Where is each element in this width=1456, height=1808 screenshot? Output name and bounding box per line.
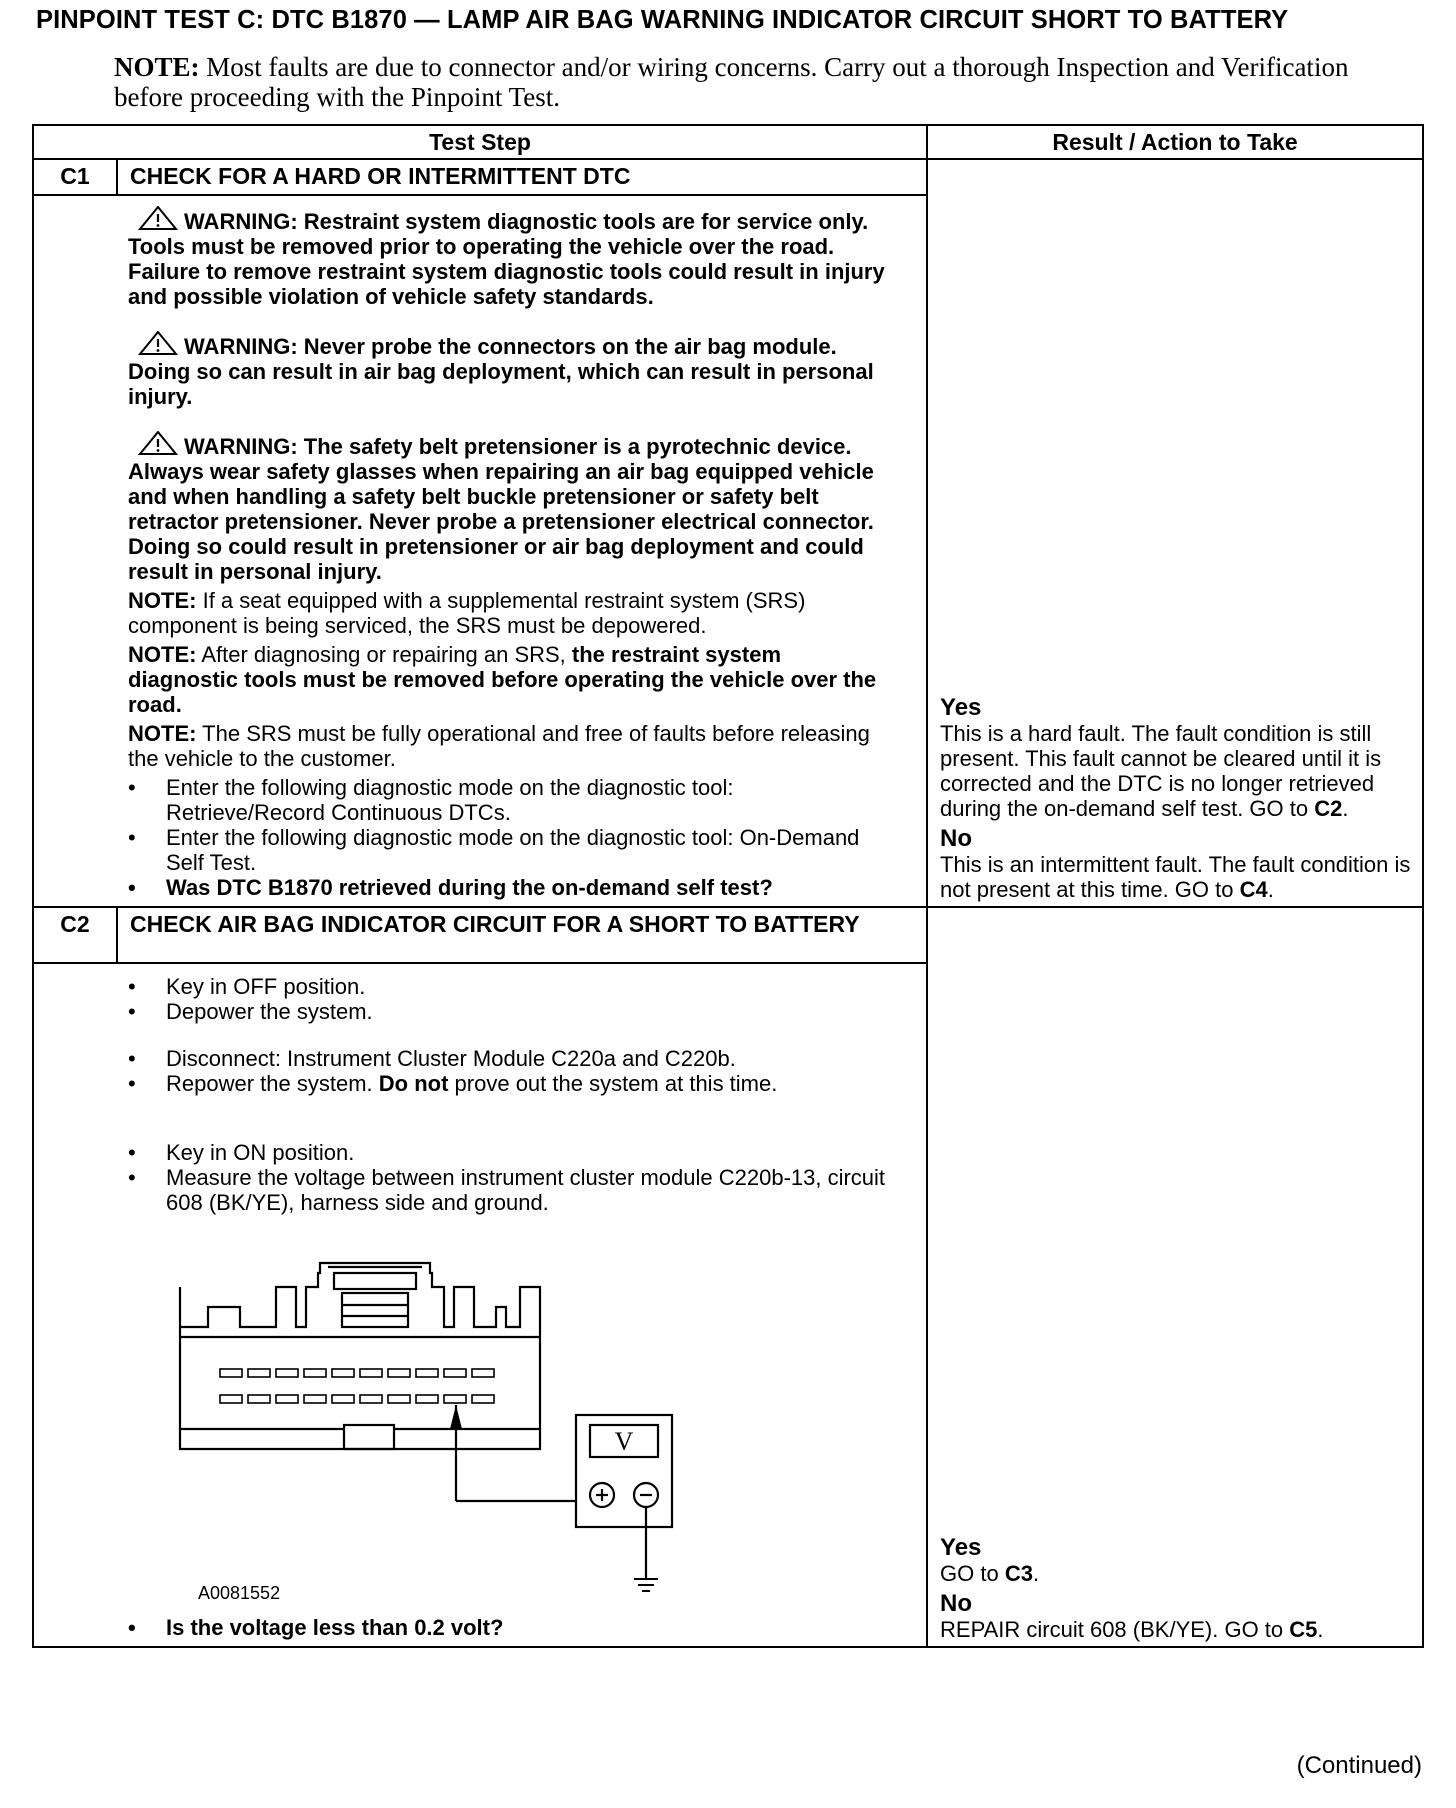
list-item: • Depower the system.	[128, 999, 892, 1024]
warning-triangle-icon	[138, 331, 178, 355]
c2-no-action: REPAIR circuit 608 (BK/YE). GO to C5.	[940, 1617, 1324, 1642]
c1-note-3: NOTE: The SRS must be fully operational and free of faults before releasing the vehicle to the customer.	[128, 721, 870, 771]
result-c1	[927, 159, 1423, 907]
c2-steps-d	[128, 1615, 892, 1640]
list-item: • Enter the following diagnostic mode on the diagnostic tool: Retrieve/Record Continuous DTCs.	[128, 775, 892, 825]
c1-no-goto: C4	[1239, 877, 1268, 902]
result-c2	[927, 907, 1423, 1647]
pinpoint-test-table	[32, 124, 1424, 1648]
terminal-row-bottom	[220, 1395, 494, 1403]
c2-steps-b	[128, 1046, 892, 1096]
top-note	[114, 52, 1364, 112]
c2-steps-a	[128, 974, 892, 1024]
c2-steps-c	[128, 1140, 892, 1215]
c1-note-1: NOTE: If a seat equipped with a supplemental restraint system (SRS) component is being serviced, the SRS must be depowered.	[128, 588, 806, 638]
step-body-c2	[33, 963, 927, 1647]
c2-no-label: No	[940, 1590, 973, 1617]
list-item: • Key in ON position.	[128, 1140, 892, 1165]
c2-yes-label: Yes	[940, 1534, 982, 1561]
c2-yes-action: GO to C3.	[940, 1561, 1040, 1586]
c1-no-action: This is an intermittent fault. The fault condition is not present at this time. GO to C4.	[940, 852, 1411, 902]
ground-icon	[634, 1579, 658, 1591]
page-title: PINPOINT TEST C: DTC B1870 — LAMP AIR BAG WARNING INDICATOR CIRCUIT SHORT TO BATTERY	[36, 6, 1289, 34]
header-test-step: Test Step	[33, 125, 927, 159]
step-title-c2: CHECK AIR BAG INDICATOR CIRCUIT FOR A SHORT TO BATTERY	[117, 907, 927, 963]
c1-note-2: NOTE: After diagnosing or repairing an SRS, the restraint system diagnostic tools must be removed before operating the vehicle over the road.	[128, 642, 877, 717]
list-item: • Repower the system. Do not prove out the system at this time.	[128, 1071, 892, 1096]
step-body-c1	[33, 195, 927, 907]
list-item: • Key in OFF position.	[128, 974, 892, 999]
step-title-c1: CHECK FOR A HARD OR INTERMITTENT DTC	[117, 159, 927, 195]
c1-no-label: No	[940, 825, 973, 852]
top-note-text: Most faults are due to connector and/or wiring concerns. Carry out a thorough Inspection and Verification before proceeding with the Pinpoint Test.	[114, 52, 1349, 112]
top-note-label: NOTE:	[114, 52, 200, 82]
c1-yes-label: Yes	[940, 694, 982, 721]
connector-diagram	[158, 1239, 718, 1599]
step-id-c1: C1	[33, 159, 117, 195]
warning-triangle-icon	[138, 431, 178, 455]
list-item: • Enter the following diagnostic mode on the diagnostic tool: On-Demand Self Test.	[128, 825, 892, 875]
c2-no-goto: C5	[1289, 1617, 1318, 1642]
connector-voltage-figure	[128, 1215, 892, 1615]
c1-warning-2: WARNING: Never probe the connectors on the air bag module. Doing so can result in air bag deployment, which can result in personal injury.	[128, 331, 892, 409]
continued-label: (Continued)	[1296, 1752, 1422, 1779]
step-id-c2: C2	[33, 907, 117, 963]
c1-yes-action: This is a hard fault. The fault condition is still present. This fault cannot be cleared until it is corrected and the DTC is no longer retrieved during the on-demand self test. GO to C2.	[940, 721, 1382, 821]
list-item: • Is the voltage less than 0.2 volt?	[128, 1615, 892, 1640]
voltmeter-label: V	[614, 1427, 634, 1456]
c1-steps	[128, 775, 892, 900]
c1-warning-3: WARNING: The safety belt pretensioner is a pyrotechnic device. Always wear safety glasses when repairing an air bag equipped vehicle and when handling a safety belt buckle pretensioner or safety belt retractor pretensioner. Never probe a pretensioner electrical connector. Doing so could result in pretensioner or air bag deployment and could result in personal injury.	[128, 431, 892, 584]
c1-warning-1: WARNING: Restraint system diagnostic tools are for service only. Tools must be removed prior to operating the vehicle over the road. Failure to remove restraint system diagnostic tools could result in injury and possible violation of vehicle safety standards.	[128, 206, 892, 309]
c1-yes-goto: C2	[1314, 796, 1343, 821]
warning-triangle-icon	[138, 206, 178, 230]
terminal-row-top	[220, 1369, 494, 1377]
list-item: • Disconnect: Instrument Cluster Module C220a and C220b.	[128, 1046, 892, 1071]
list-item: • Measure the voltage between instrument cluster module C220b-13, circuit 608 (BK/YE), harness side and ground.	[128, 1165, 892, 1215]
c2-yes-goto: C3	[1004, 1561, 1033, 1586]
header-result: Result / Action to Take	[927, 125, 1423, 159]
list-item: • Was DTC B1870 retrieved during the on-demand self test?	[128, 875, 892, 900]
figure-id: A0081552	[198, 1583, 281, 1603]
